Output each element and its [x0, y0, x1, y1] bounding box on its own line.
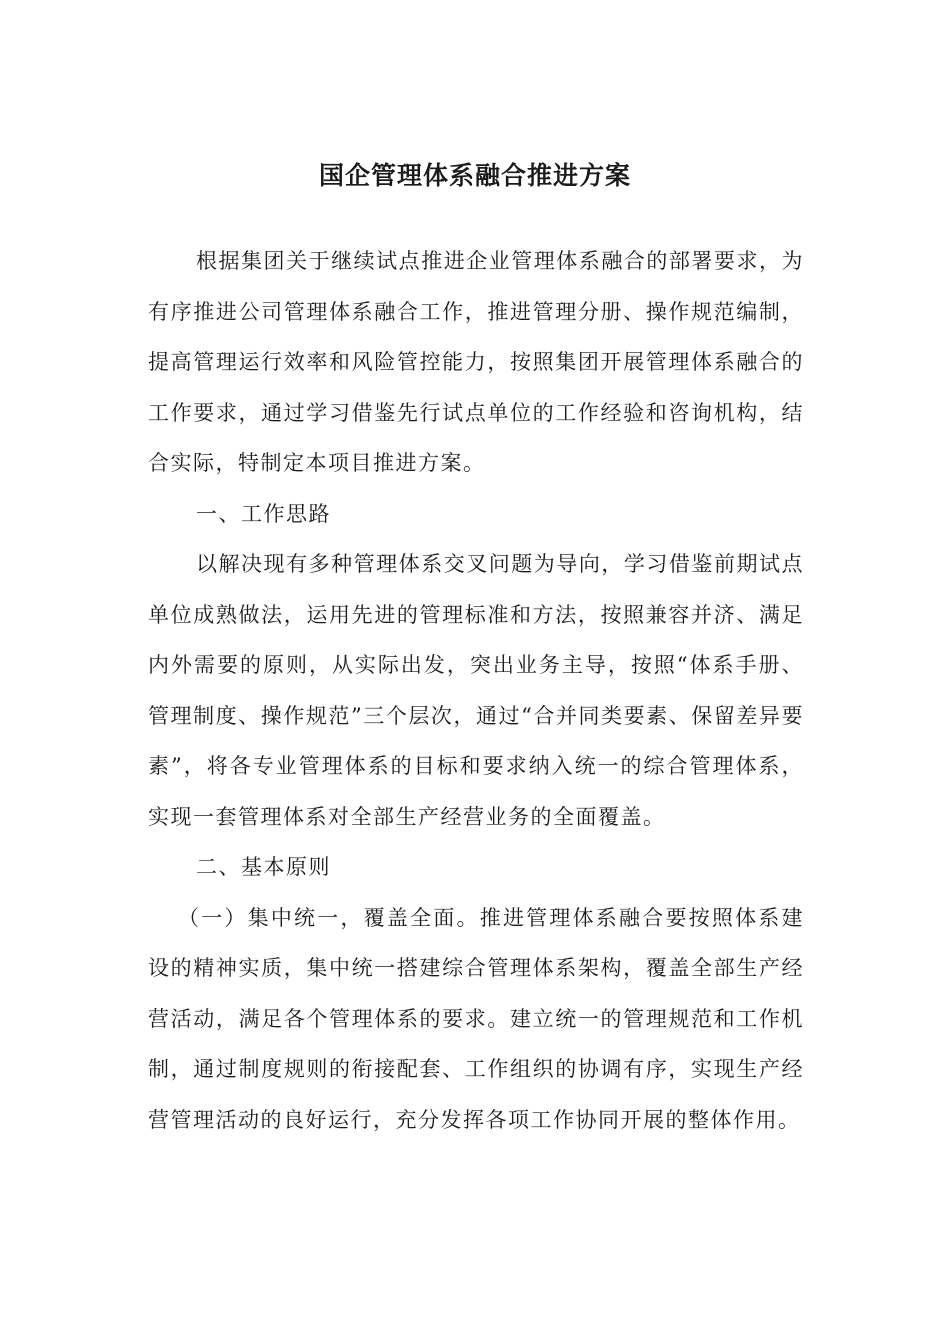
document-title: 国企管理体系融合推进方案	[318, 161, 631, 190]
section-heading-work-approach: 一、工作思路	[196, 501, 331, 526]
section-heading-basic-principles: 二、基本原则	[196, 855, 331, 879]
principle-one-paragraph: （一）集中统一，覆盖全面。推进管理体系融合要按照体系建设的精神实质，集中统一搭建综合管理体系架构，覆盖全部生产经营活动，满足各个管理体系的要求。建立统一的管理规范和工作机制，通过制度规则的衔接配套、工作组织的协调有序，实现生产经营管理活动的良好运行，充分发挥各项工作协同开展的整体作用。	[148, 905, 804, 1132]
document-body	[148, 236, 804, 1145]
intro-paragraph: 根据集团关于继续试点推进企业管理体系融合的部署要求，为有序推进公司管理体系融合工作，推进管理分册、操作规范编制，提高管理运行效率和风险管控能力，按照集团开展管理体系融合的工作要求，通过学习借鉴先行试点单位的工作经验和咨询机构，结合实际，特制定本项目推进方案。	[148, 249, 804, 475]
work-approach-paragraph: 以解决现有多种管理体系交叉问题为导向，学习借鉴前期试点单位成熟做法，运用先进的管理标准和方法，按照兼容并济、满足内外需要的原则，从实际出发，突出业务主导，按照“体系手册、管理制度、操作规范”三个层次，通过“合并同类要素、保留差异要素”，将各专业管理体系的目标和要求纳入统一的综合管理体系，实现一套管理体系对全部生产经营业务的全面覆盖。	[148, 552, 804, 829]
